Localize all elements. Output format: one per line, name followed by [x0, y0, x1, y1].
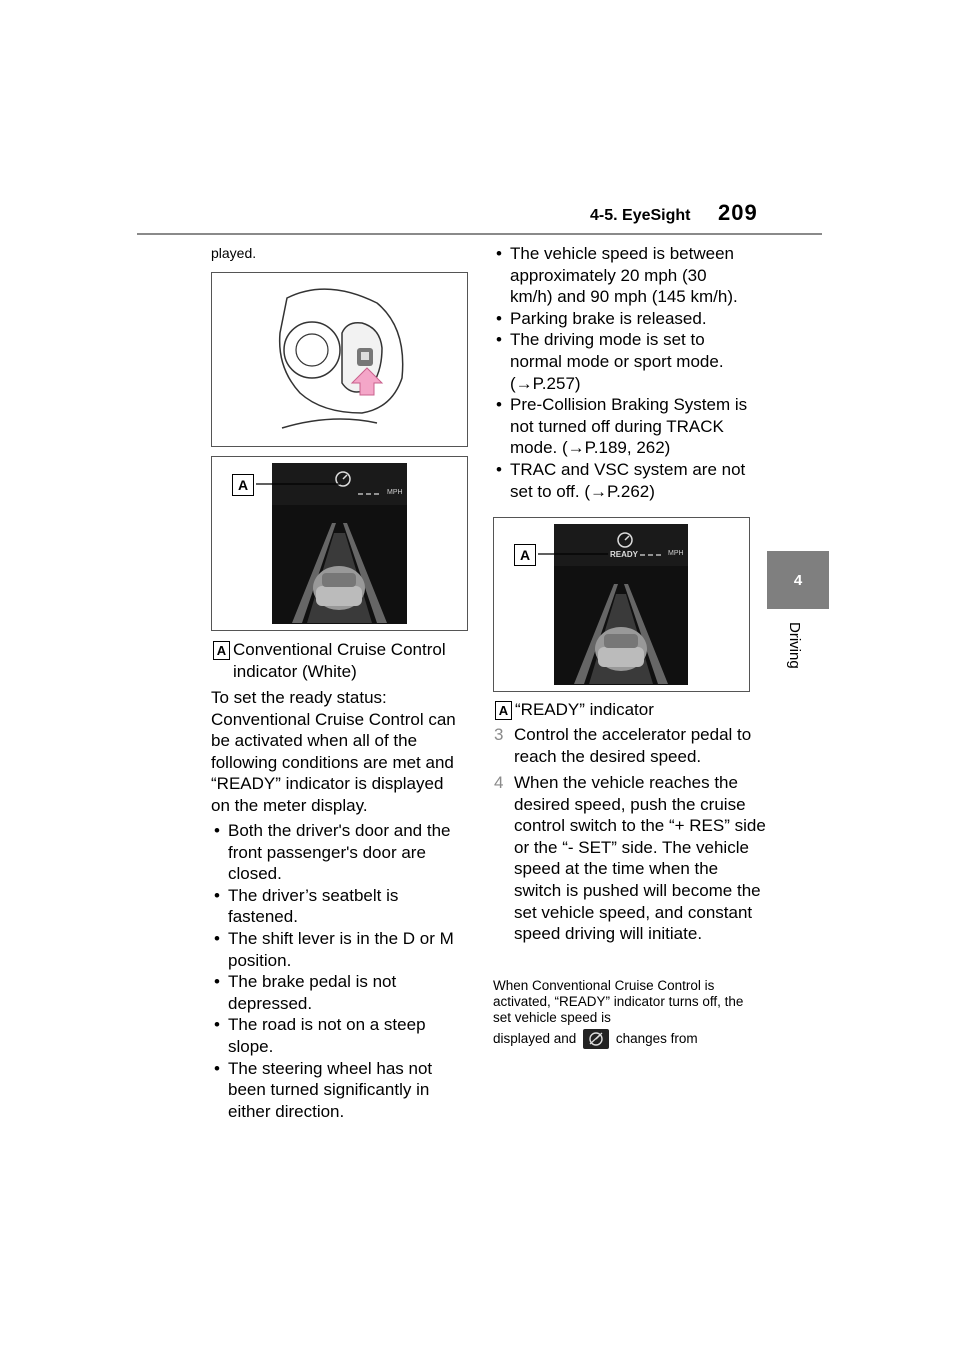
list-item: • Both the driver's door and the front passenger's door are closed.	[211, 820, 466, 885]
step-3	[494, 724, 769, 767]
caption-conventional-cruise-indicator: Conventional Cruise Control indicator (White)	[233, 640, 446, 681]
mph-label: MPH	[387, 489, 403, 496]
right-conditions-list	[493, 243, 749, 502]
list-item: • The driving mode is set to normal mode or sport mode. (→P.257)	[493, 329, 749, 394]
list-item: • Pre-Collision Braking System is not turned off during TRACK mode. (→P.189, 262)	[493, 394, 749, 459]
list-item: • The road is not on a steep slope.	[211, 1014, 466, 1057]
steering-switch-illustration	[212, 273, 467, 446]
callout-a-label: A	[232, 474, 254, 496]
step-4	[494, 772, 769, 945]
callout-a-label: A	[514, 544, 536, 566]
note-text: changes from	[615, 1031, 698, 1046]
section-title: 4-5. EyeSight	[590, 207, 691, 224]
note-text: displayed and	[493, 1031, 577, 1046]
list-item: • The brake pedal is not depressed.	[211, 971, 466, 1014]
list-item: • The vehicle speed is between approximately 20 mph (30 km/h) and 90 mph (145 km/h).	[493, 243, 749, 308]
cruise-control-icon	[583, 1029, 609, 1049]
step-text: When the vehicle reaches the desired speed, push the cruise control switch to the “+ RES” side or the “- SET” side. The vehicle speed at the time when the switch is pushed will become the set vehicle speed, and constant speed driving will initiate.	[514, 773, 766, 944]
page-number: 209	[718, 200, 758, 225]
list-item: • The steering wheel has not been turned significantly in either direction.	[211, 1058, 466, 1123]
ready-status-paragraph: To set the ready status: Conventional Cruise Control can be activated when all of the following conditions are met and “READY” indicator is displayed on the meter display.	[211, 688, 456, 815]
note-text: When Conventional Cruise Control is activated, “READY” indicator turns off, the set vehicle speed is	[493, 978, 744, 1025]
meter-display-figure	[211, 456, 468, 631]
note-continued	[493, 1029, 749, 1049]
list-item: • The driver’s seatbelt is fastened.	[211, 885, 466, 928]
header-divider	[137, 233, 822, 235]
step-number: 3	[494, 725, 504, 744]
ready-label: READY	[610, 550, 639, 559]
caption-ready-indicator: “READY” indicator	[515, 700, 654, 719]
steering-switch-figure	[211, 272, 468, 447]
ready-meter-figure	[493, 517, 750, 692]
step-text: Control the accelerator pedal to reach the desired speed.	[514, 725, 752, 766]
mph-label: MPH	[668, 550, 684, 557]
chapter-tab	[767, 551, 829, 609]
list-item: • TRAC and VSC system are not set to off. (→P.262)	[493, 459, 749, 502]
intro-fragment: played.	[211, 245, 257, 261]
list-item: • Parking brake is released.	[493, 308, 749, 330]
step-number: 4	[494, 773, 504, 792]
list-item: • The shift lever is in the D or M position.	[211, 928, 466, 971]
caption-a-marker: A	[213, 641, 230, 660]
caption-a-marker: A	[495, 701, 512, 720]
chapter-label: Driving	[786, 622, 803, 669]
left-conditions-list	[211, 820, 466, 1122]
chapter-number: 4	[793, 571, 803, 589]
